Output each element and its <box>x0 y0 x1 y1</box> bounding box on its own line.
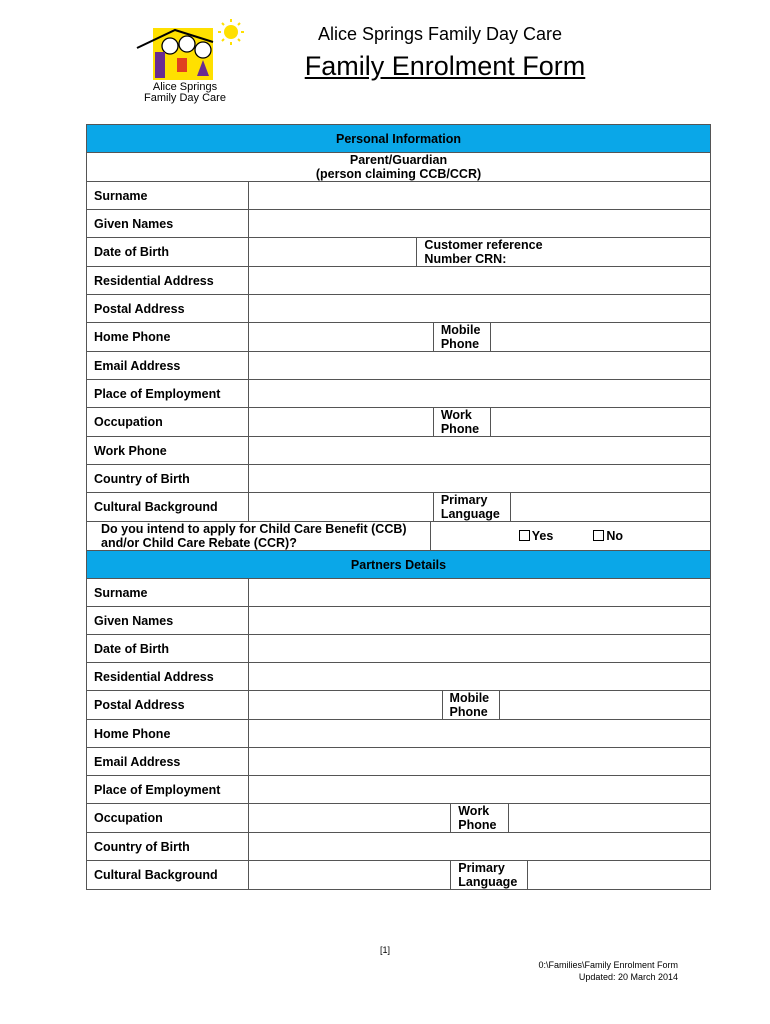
label-ccb-question <box>94 522 431 550</box>
partner-row-postal <box>87 691 711 720</box>
form-row-home-phone <box>87 323 711 352</box>
subheading-line-2: (person claiming CCB/CCR) <box>315 167 482 181</box>
ccb-line-1: Do you intend to apply for Child Care Benefit (CCB) <box>101 522 407 536</box>
partner-field-employment[interactable] <box>249 776 711 804</box>
form-row-work-phone <box>87 437 711 465</box>
parent-guardian-subheading <box>87 153 711 182</box>
partner-row-cultural <box>87 861 711 890</box>
label-country: Country of Birth <box>87 465 249 493</box>
personal-section-title: Personal Information <box>87 125 711 153</box>
form-row-country <box>87 465 711 493</box>
partner-primary-line-2: Language <box>458 875 518 889</box>
partner-field-home-phone[interactable] <box>249 720 711 748</box>
field-home-phone[interactable] <box>256 323 433 351</box>
footer-path: 0:\Families\Family Enrolment Form <box>538 960 678 970</box>
primary-line-1: Primary <box>440 493 488 507</box>
form-row-postal <box>87 295 711 323</box>
partner-section-header <box>87 551 711 579</box>
crn-line-2: Number CRN: <box>424 252 507 266</box>
form-title: Family Enrolment Form <box>304 51 586 81</box>
ccb-answer <box>431 522 703 550</box>
partner-work-line-2: Phone <box>458 818 497 832</box>
partner-label-given-names: Given Names <box>87 607 249 635</box>
partner-field-country[interactable] <box>249 833 711 861</box>
partner-label-email: Email Address <box>87 748 249 776</box>
field-country[interactable] <box>249 465 711 493</box>
ccb-line-2: and/or Child Care Rebate (CCR)? <box>101 536 297 550</box>
partner-field-occupation[interactable] <box>256 804 450 832</box>
partner-field-mobile[interactable] <box>500 691 703 719</box>
partner-row-home-phone <box>87 720 711 748</box>
label-employment: Place of Employment <box>87 380 249 408</box>
partner-mobile-line-2: Phone <box>449 705 488 719</box>
partner-row-given-names <box>87 607 711 635</box>
form-row-occupation <box>87 408 711 437</box>
label-residential: Residential Address <box>87 267 249 295</box>
form-row-surname <box>87 182 711 210</box>
no-label: No <box>606 529 623 543</box>
form-row-employment <box>87 380 711 408</box>
label-mobile-phone <box>433 323 492 351</box>
field-work-phone-inline[interactable] <box>491 408 703 436</box>
field-given-names[interactable] <box>249 210 711 238</box>
logo-graphic-icon <box>135 18 250 84</box>
label-cultural: Cultural Background <box>87 493 249 522</box>
field-primary-language[interactable] <box>511 493 703 521</box>
yes-label: Yes <box>531 529 554 543</box>
partner-label-primary-language <box>450 861 528 889</box>
partner-field-dob[interactable] <box>249 635 711 663</box>
partner-row-country <box>87 833 711 861</box>
partner-label-cultural: Cultural Background <box>87 861 249 890</box>
partner-section-title: Partners Details <box>87 551 711 579</box>
partner-label-country: Country of Birth <box>87 833 249 861</box>
field-mobile-phone[interactable] <box>491 323 703 351</box>
partner-row-employment <box>87 776 711 804</box>
partner-row-email <box>87 748 711 776</box>
partner-label-employment: Place of Employment <box>87 776 249 804</box>
field-occupation[interactable] <box>256 408 433 436</box>
mobile-line-1: Mobile <box>440 323 481 337</box>
partner-label-postal: Postal Address <box>87 691 249 720</box>
label-primary-language <box>433 493 511 521</box>
checkbox-yes-icon[interactable] <box>519 530 530 541</box>
form-row-cultural <box>87 493 711 522</box>
subheading-line-1: Parent/Guardian <box>349 153 448 167</box>
partner-label-surname: Surname <box>87 579 249 607</box>
field-cultural[interactable] <box>256 493 433 521</box>
field-postal[interactable] <box>249 295 711 323</box>
partner-row-residential <box>87 663 711 691</box>
partner-field-primary-language[interactable] <box>528 861 703 889</box>
label-postal: Postal Address <box>87 295 249 323</box>
partner-label-occupation: Occupation <box>87 804 249 833</box>
label-work-phone: Work Phone <box>87 437 249 465</box>
partner-row-occupation <box>87 804 711 833</box>
partner-label-work-phone <box>450 804 509 832</box>
work-line-1: Work <box>440 408 472 422</box>
mobile-line-2: Phone <box>440 337 480 351</box>
logo-line-1: Alice Springs <box>152 81 218 93</box>
partner-field-residential[interactable] <box>249 663 711 691</box>
partner-field-postal[interactable] <box>256 691 442 719</box>
crn-line-1: Customer reference <box>424 238 543 252</box>
partner-label-dob: Date of Birth <box>87 635 249 663</box>
partner-field-cultural[interactable] <box>256 861 450 889</box>
partner-row-surname <box>87 579 711 607</box>
ccb-no-option[interactable] <box>593 529 623 543</box>
checkbox-no-icon[interactable] <box>593 530 604 541</box>
enrolment-form-table <box>86 124 711 890</box>
label-work-phone-inline <box>433 408 492 436</box>
label-dob: Date of Birth <box>87 238 249 267</box>
partner-field-email[interactable] <box>249 748 711 776</box>
logo <box>135 18 250 108</box>
partner-label-residential: Residential Address <box>87 663 249 691</box>
partner-field-surname[interactable] <box>249 579 711 607</box>
primary-line-2: Language <box>440 507 500 521</box>
label-home-phone: Home Phone <box>87 323 249 352</box>
partner-field-work-phone[interactable] <box>509 804 703 832</box>
field-work-phone[interactable] <box>249 437 711 465</box>
label-crn <box>416 238 703 266</box>
form-row-email <box>87 352 711 380</box>
logo-text <box>135 82 235 104</box>
label-email: Email Address <box>87 352 249 380</box>
partner-label-mobile <box>442 691 501 719</box>
partner-work-line-1: Work <box>458 804 490 818</box>
work-line-2: Phone <box>440 422 480 436</box>
footer-info <box>480 959 678 983</box>
form-row-given-names <box>87 210 711 238</box>
ccb-yes-option[interactable] <box>519 529 554 543</box>
field-residential[interactable] <box>249 267 711 295</box>
field-surname[interactable] <box>249 182 711 210</box>
partner-label-home-phone: Home Phone <box>87 720 249 748</box>
partner-row-dob <box>87 635 711 663</box>
logo-line-2: Family Day Care <box>144 92 226 104</box>
footer-updated: Updated: 20 March 2014 <box>578 972 678 982</box>
page-number: [1] <box>379 945 390 955</box>
field-employment[interactable] <box>249 380 711 408</box>
label-given-names: Given Names <box>87 210 249 238</box>
partner-field-given-names[interactable] <box>249 607 711 635</box>
field-dob[interactable] <box>256 238 416 266</box>
organization-name: Alice Springs Family Day Care <box>317 24 563 44</box>
personal-section-header <box>87 125 711 153</box>
label-occupation: Occupation <box>87 408 249 437</box>
form-row-residential <box>87 267 711 295</box>
label-surname: Surname <box>87 182 249 210</box>
partner-primary-line-1: Primary <box>458 861 505 875</box>
form-row-dob <box>87 238 711 267</box>
partner-mobile-line-1: Mobile <box>449 691 490 705</box>
form-row-ccb-question <box>87 522 711 551</box>
field-email[interactable] <box>249 352 711 380</box>
